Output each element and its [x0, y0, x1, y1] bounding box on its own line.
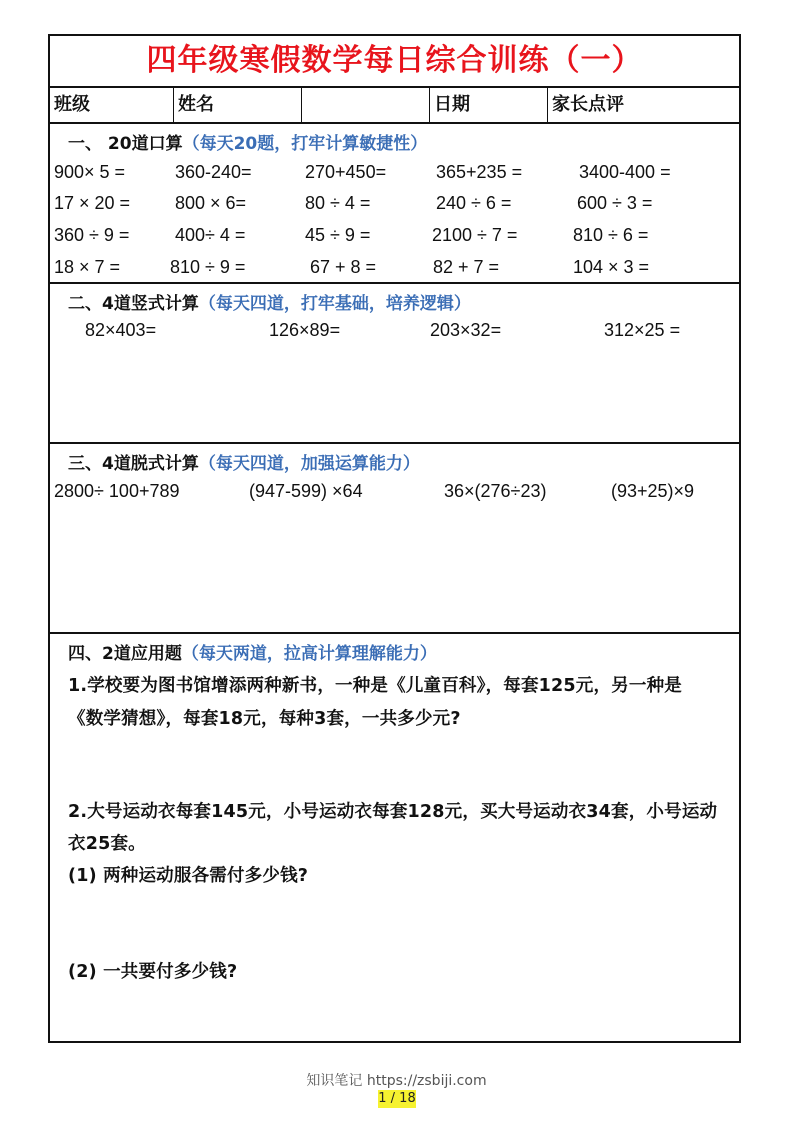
calc-row [50, 193, 739, 223]
section-title: 四、2道应用题 [68, 644, 182, 664]
calc-item: 365+235 = [436, 162, 523, 182]
calc-item: 45 ÷ 9 = [305, 225, 371, 245]
section-heading [68, 639, 437, 664]
section-title: 二、4道竖式计算 [68, 294, 199, 314]
calc-item: 3400-400 = [579, 162, 671, 182]
calc-item: 360 ÷ 9 = [54, 225, 130, 245]
calc-item: 800 × 6= [175, 193, 247, 213]
calc-item: 900× 5 = [54, 162, 126, 182]
calc-item: 810 ÷ 6 = [573, 225, 649, 245]
calc-item: 67 + 8 = [310, 257, 377, 277]
section-note: （每天两道，拉高计算理解能力） [181, 644, 437, 664]
calc-item: 126×89= [269, 320, 341, 340]
section-note: （每天20题，打牢计算敏捷性） [182, 134, 428, 154]
calc-item: 360-240= [175, 162, 252, 182]
section-stepwise-calc [50, 444, 739, 634]
section-note: （每天四道，打牢基础，培养逻辑） [198, 294, 471, 314]
calc-item: 80 ÷ 4 = [305, 193, 371, 213]
section-vertical-calc [50, 284, 739, 444]
calc-item: 400÷ 4 = [175, 225, 246, 245]
calc-item: 600 ÷ 3 = [577, 193, 653, 213]
calc-item: 104 × 3 = [573, 257, 650, 277]
problem-2-line-1: 2.大号运动衣每套145元，小号运动衣每套128元，买大号运动衣34套，小号运动 [68, 802, 718, 822]
section-heading [68, 129, 427, 154]
problem-2-line-2: 衣25套。 [68, 834, 146, 854]
worksheet [48, 34, 741, 1043]
calc-row [50, 162, 739, 192]
calc-item: 270+450= [305, 162, 387, 182]
section-oral-calc [50, 124, 739, 284]
calc-item: 17 × 20 = [54, 193, 131, 213]
calc-row [50, 320, 739, 350]
calc-item: 810 ÷ 9 = [170, 257, 246, 277]
worksheet-title: 四年级寒假数学每日综合训练（一） [50, 36, 739, 88]
problem-1-line-2: 《数学猜想》，每套18元，每种3套，一共多少元? [68, 709, 461, 729]
calc-item: 82×403= [85, 320, 157, 340]
section-heading [68, 289, 471, 314]
calc-row [50, 257, 739, 287]
problem-2-question-2: (2) 一共要付多少钱? [68, 962, 238, 982]
calc-row [50, 481, 739, 511]
calc-item: (947-599) ×64 [249, 481, 363, 501]
problem-1-line-1: 1.学校要为图书馆增添两种新书，一种是《儿童百科》，每套125元，另一种是 [68, 676, 683, 696]
page-number: 1 / 18 [378, 1091, 416, 1106]
parent-comment-label: 家长点评 [552, 94, 624, 115]
class-label: 班级 [50, 88, 174, 122]
calc-item: 36×(276÷23) [444, 481, 547, 501]
calc-item: (93+25)×9 [611, 481, 695, 501]
name-field [302, 88, 430, 122]
problem-2-question-1: (1) 两种运动服各需付多少钱? [68, 866, 309, 886]
calc-item: 18 × 7 = [54, 257, 121, 277]
calc-item: 82 + 7 = [433, 257, 500, 277]
calc-item: 240 ÷ 6 = [436, 193, 512, 213]
date-label: 日期 [430, 88, 548, 122]
section-heading [68, 449, 420, 474]
calc-item: 203×32= [430, 320, 502, 340]
section-note: （每天四道，加强运算能力） [198, 454, 420, 474]
footer-watermark: 知识笔记 https://zsbiji.com [306, 1073, 487, 1089]
calc-row [50, 225, 739, 255]
calc-item: 2800÷ 100+789 [54, 481, 180, 501]
calc-item: 312×25 = [604, 320, 681, 340]
name-label: 姓名 [174, 88, 302, 122]
section-title: 一、 20道口算 [68, 134, 183, 154]
info-row [50, 88, 739, 124]
section-word-problems [50, 634, 739, 1043]
section-title: 三、4道脱式计算 [68, 454, 199, 474]
calc-item: 2100 ÷ 7 = [432, 225, 518, 245]
